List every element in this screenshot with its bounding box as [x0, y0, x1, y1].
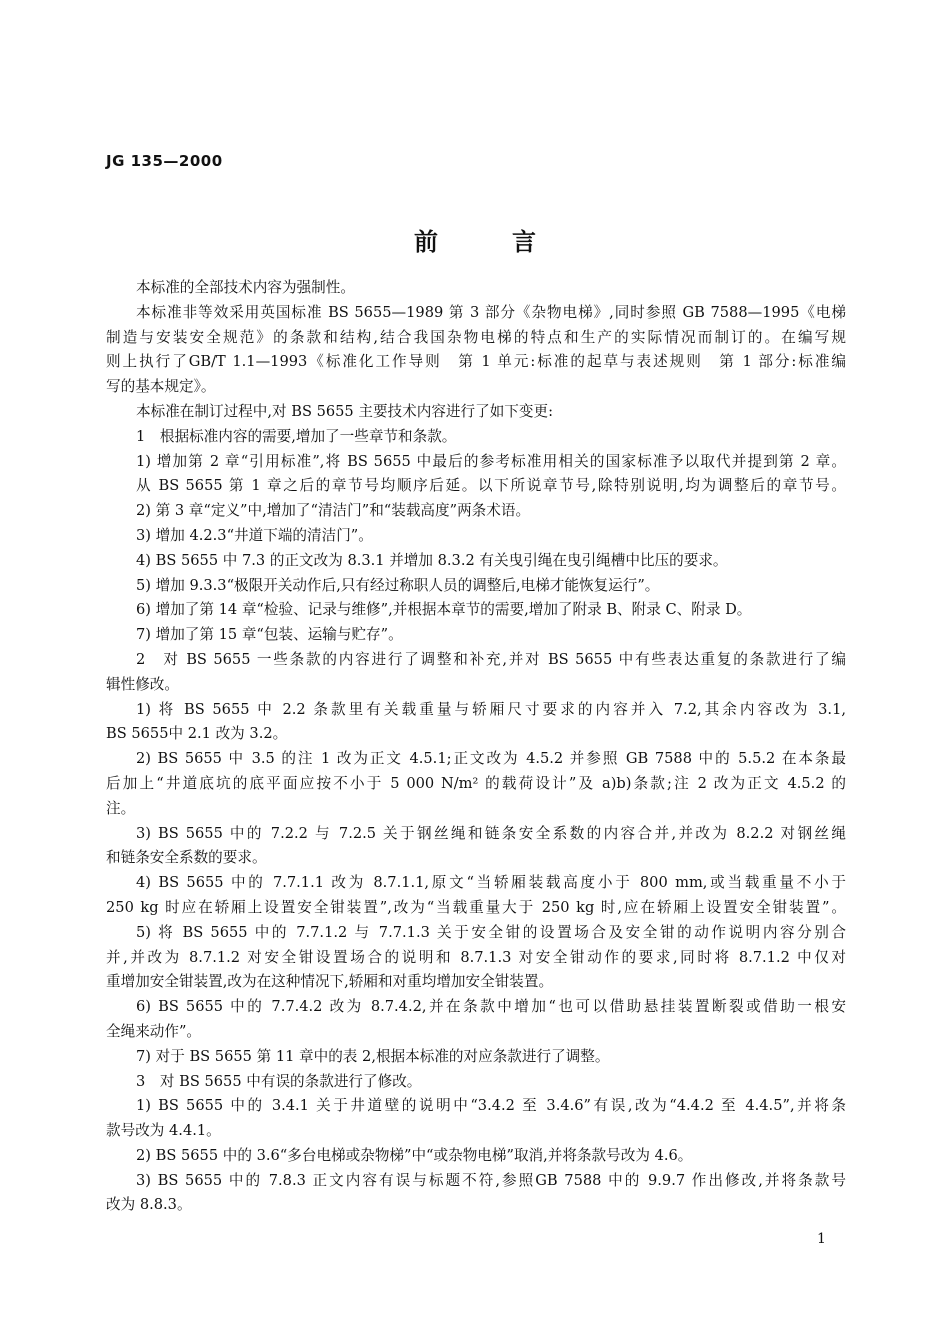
text-line: 1) 增加第 2 章“引用标准”,将 BS 5655 中最后的参考标准用相关的国家标准予以取代并提到第 2 章。	[136, 452, 846, 470]
page-number: 1	[817, 1231, 826, 1247]
text-line: 注。	[106, 799, 136, 817]
text-line: 5) 增加 9.3.3“极限开关动作后,只有经过称职人员的调整后,电梯才能恢复运行”。	[136, 576, 660, 594]
text-line: 6) BS 5655 中的 7.7.4.2 改为 8.7.4.2,并在条款中增加“也可以借助悬挂装置断裂或借助一根安	[136, 998, 846, 1016]
text-line: 并,并改为 8.7.1.2 对安全钳设置场合的说明和 8.7.1.3 对安全钳动作的要求,同时将 8.7.1.2 中仅对	[106, 948, 846, 966]
text-line: 3) 增加 4.2.3“井道下端的清洁门”。	[136, 526, 373, 544]
text-line: 3 对 BS 5655 中有误的条款进行了修改。	[136, 1072, 422, 1090]
title-char-2: 言	[512, 228, 536, 256]
text-line: 改为 8.8.3。	[106, 1196, 192, 1214]
standard-code: JG 135—2000	[106, 152, 223, 170]
text-line: 本标准的全部技术内容为强制性。	[136, 279, 355, 296]
text-line: 制造与安装安全规范》的条款和结构,结合我国杂物电梯的特点和生产的实际情况而制订的。在编写规	[106, 328, 846, 346]
text-line: 全绳来动作”。	[106, 1022, 202, 1040]
text-line: 2 对 BS 5655 一些条款的内容进行了调整和补充,并对 BS 5655 中有些表达重复的条款进行了编	[136, 650, 846, 668]
text-line: 3) BS 5655 中的 7.2.2 与 7.2.5 关于钢丝绳和链条安全系数的内容合并,并改为 8.2.2 对钢丝绳	[136, 824, 846, 842]
text-line: 3) BS 5655 中的 7.8.3 正文内容有误与标题不符,参照GB 7588 中的 9.9.7 作出修改,并将条款号	[136, 1171, 846, 1189]
text-line: 写的基本规定》。	[106, 378, 216, 396]
text-line: 2) BS 5655 中 3.5 的注 1 改为正文 4.5.1;正文改为 4.5.2 并参照 GB 7588 中的 5.5.2 在本条最	[136, 750, 846, 768]
text-line: 1) BS 5655 中的 3.4.1 关于井道壁的说明中“3.4.2 至 3.4.6”有误,改为“4.4.2 至 4.4.5”,并将条	[136, 1097, 846, 1115]
text-line: 7) 增加了第 15 章“包装、运输与贮存”。	[136, 626, 403, 644]
text-line: 辑性修改。	[106, 675, 179, 693]
text-line: 后加上“井道底坑的底平面应按不小于 5 000 N/m² 的载荷设计”及 a)b)条款;注 2 改为正文 4.5.2 的	[106, 774, 846, 792]
text-line: 本标准非等效采用英国标准 BS 5655—1989 第 3 部分《杂物电梯》,同时参照 GB 7588—1995《电梯	[136, 303, 846, 321]
text-line: 4) BS 5655 中的 7.7.1.1 改为 8.7.1.1,原文“当轿厢装载高度小于 800 mm,或当载重量不小于	[136, 874, 846, 892]
page-title	[0, 222, 950, 257]
body-text	[106, 276, 846, 1218]
text-line: 4) BS 5655 中 7.3 的正文改为 8.3.1 并增加 8.3.2 有关曳引绳在曳引绳槽中比压的要求。	[136, 551, 728, 569]
text-line: 从 BS 5655 第 1 章之后的章节号均顺序后延。以下所说章节号,除特别说明,均为调整后的章节号。	[136, 477, 846, 495]
text-line: 和链条安全系数的要求。	[106, 849, 267, 867]
text-line: 1 根据标准内容的需要,增加了一些章节和条款。	[136, 427, 457, 445]
text-line: 2) BS 5655 中的 3.6“多台电梯或杂物梯”中“或杂物电梯”取消,并将条款号改为 4.6。	[136, 1146, 693, 1164]
text-line: 7) 对于 BS 5655 第 11 章中的表 2,根据本标准的对应条款进行了调整。	[136, 1047, 610, 1065]
text-line: 250 kg 时应在轿厢上设置安全钳装置”,改为“当载重量大于 250 kg 时,应在轿厢上设置安全钳装置”。	[106, 898, 846, 916]
text-line: 1) 将 BS 5655 中 2.2 条款里有关载重量与轿厢尺寸要求的内容并入 7.2,其余内容改为 3.1,	[136, 700, 846, 718]
text-line: BS 5655中 2.1 改为 3.2。	[106, 725, 288, 743]
text-line: 款号改为 4.4.1。	[106, 1122, 221, 1140]
text-line: 5) 将 BS 5655 中的 7.7.1.2 与 7.7.1.3 关于安全钳的设置场合及安全钳的动作说明内容分别合	[136, 923, 846, 941]
text-line: 重增加安全钳装置,改为在这种情况下,轿厢和对重均增加安全钳装置。	[106, 973, 554, 991]
text-line: 本标准在制订过程中,对 BS 5655 主要技术内容进行了如下变更:	[136, 402, 553, 420]
text-line: 则上执行了GB/T 1.1—1993《标准化工作导则 第 1 单元:标准的起草与表述规则 第 1 部分:标准编	[106, 353, 846, 371]
text-line: 6) 增加了第 14 章“检验、记录与维修”,并根据本章节的需要,增加了附录 B、附录 C、附录 D。	[136, 601, 752, 619]
title-char-1: 前	[414, 228, 438, 256]
text-line: 2) 第 3 章“定义”中,增加了“清洁门”和“装载高度”两条术语。	[136, 502, 531, 520]
